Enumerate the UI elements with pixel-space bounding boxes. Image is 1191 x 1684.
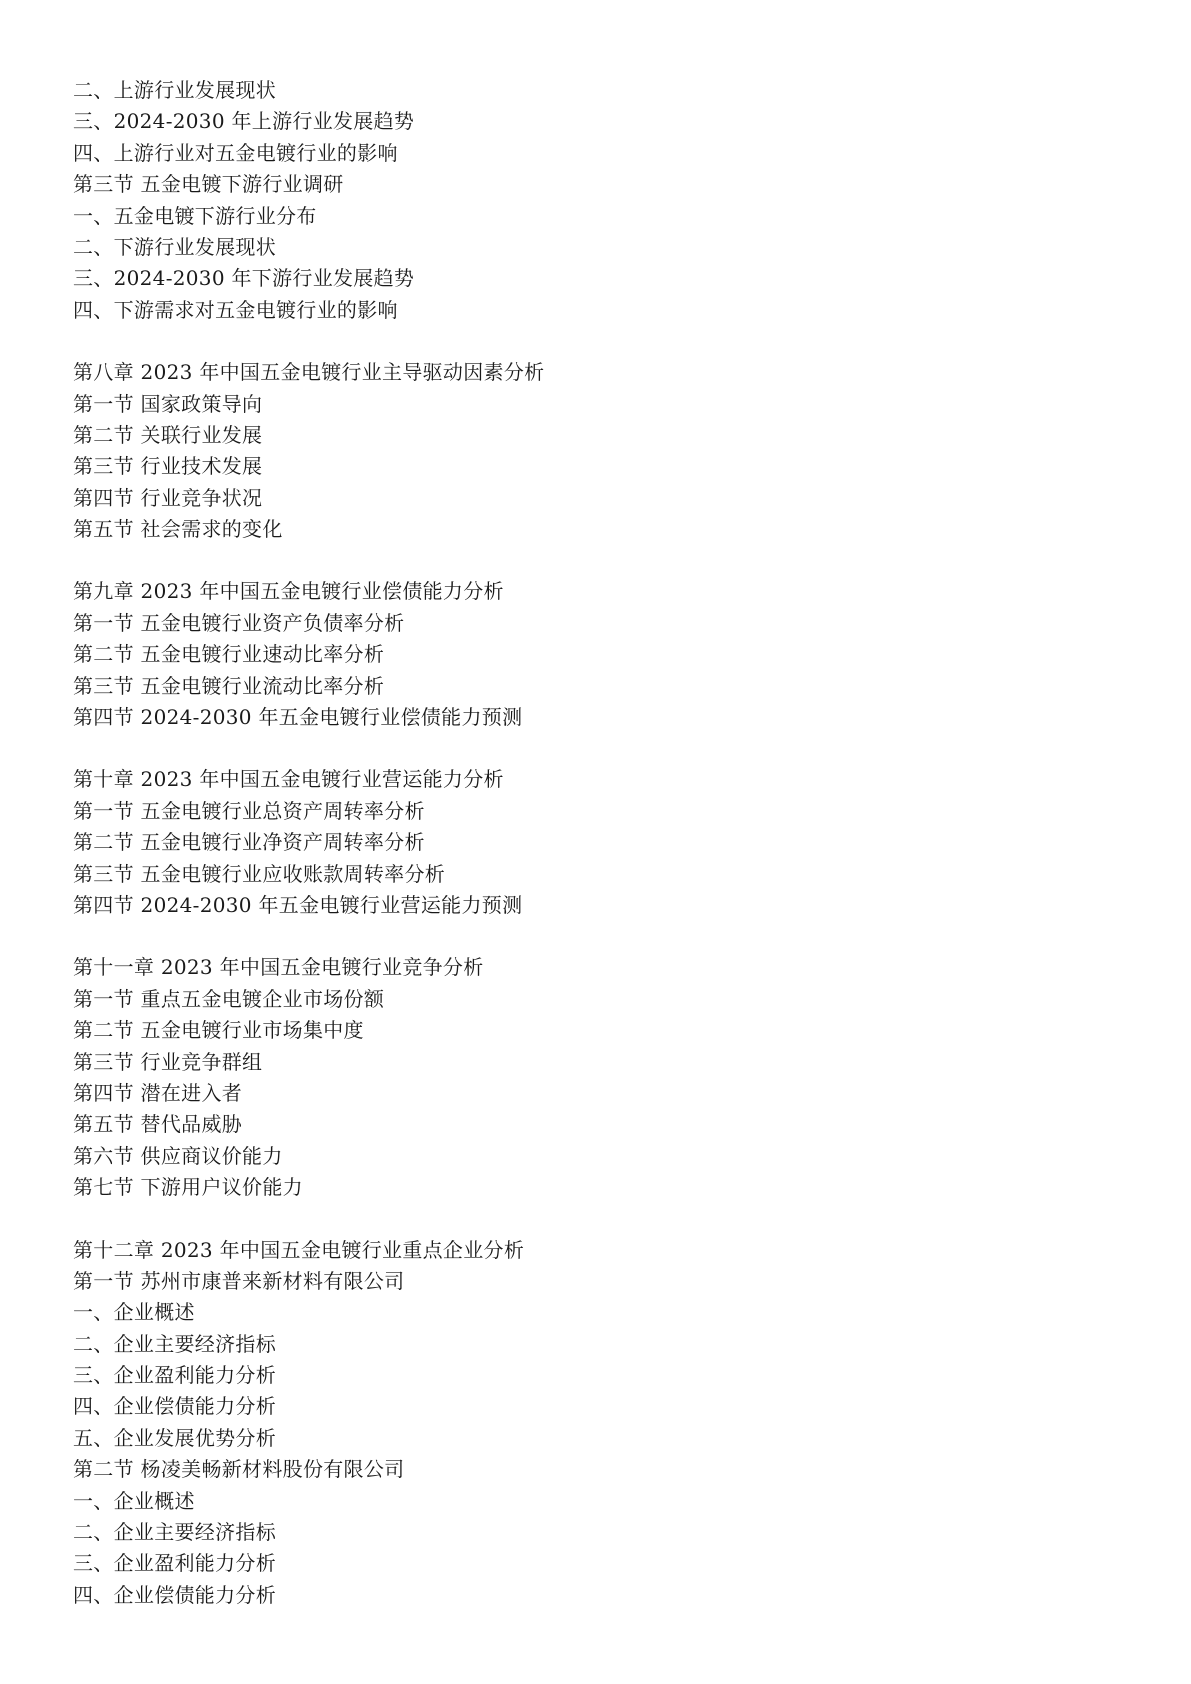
chapter-heading: 第九章 2023 年中国五金电镀行业偿债能力分析: [73, 579, 504, 604]
toc-line: 第四节 潜在进入者: [73, 1080, 243, 1105]
toc-chapter-9: [73, 576, 1113, 733]
toc-chapter-12: [73, 1235, 1113, 1612]
toc-line: 二、企业主要经济指标: [73, 1520, 276, 1545]
toc-line: 第二节 五金电镀行业速动比率分析: [73, 642, 385, 667]
toc-line: 三、企业盈利能力分析: [73, 1551, 276, 1576]
toc-line: 第五节 社会需求的变化: [73, 517, 283, 542]
toc-line: 第三节 五金电镀行业流动比率分析: [73, 673, 385, 698]
toc-line: 四、下游需求对五金电镀行业的影响: [73, 297, 398, 322]
toc-line: 第四节 行业竞争状况: [73, 485, 263, 510]
toc-chapter-11: [73, 952, 1113, 1203]
toc-line: 三、2024-2030 年上游行业发展趋势: [73, 109, 415, 134]
toc-section-upstream-downstream: [73, 75, 1113, 326]
chapter-heading: 第八章 2023 年中国五金电镀行业主导驱动因素分析: [73, 360, 545, 385]
toc-line: 第一节 五金电镀行业总资产周转率分析: [73, 798, 425, 823]
chapter-heading: 第十章 2023 年中国五金电镀行业营运能力分析: [73, 767, 504, 792]
chapter-heading: 第十一章 2023 年中国五金电镀行业竞争分析: [73, 955, 484, 980]
chapter-heading: 第十二章 2023 年中国五金电镀行业重点企业分析: [73, 1237, 525, 1262]
toc-line: 五、企业发展优势分析: [73, 1425, 276, 1450]
toc-line: 四、企业偿债能力分析: [73, 1582, 276, 1607]
toc-line: 第二节 杨凌美畅新材料股份有限公司: [73, 1457, 405, 1482]
toc-line: 三、2024-2030 年下游行业发展趋势: [73, 266, 415, 291]
toc-line: 第二节 关联行业发展: [73, 422, 263, 447]
toc-line: 第五节 替代品威胁: [73, 1112, 243, 1137]
toc-line: 二、企业主要经济指标: [73, 1331, 276, 1356]
toc-line: 第三节 行业技术发展: [73, 454, 263, 479]
toc-line: 第四节 2024-2030 年五金电镀行业偿债能力预测: [73, 705, 523, 730]
toc-line: 第三节 行业竞争群组: [73, 1049, 263, 1074]
toc-line: 一、五金电镀下游行业分布: [73, 203, 317, 228]
toc-line: 第三节 五金电镀行业应收账款周转率分析: [73, 861, 446, 886]
toc-line: 二、下游行业发展现状: [73, 234, 276, 259]
toc-chapter-8: [73, 357, 1113, 545]
toc-line: 第七节 下游用户议价能力: [73, 1175, 303, 1200]
toc-line: 一、企业概述: [73, 1488, 195, 1513]
toc-line: 二、上游行业发展现状: [73, 78, 276, 102]
toc-line: 一、企业概述: [73, 1300, 195, 1325]
toc-line: 四、企业偿债能力分析: [73, 1394, 276, 1419]
toc-line: 第四节 2024-2030 年五金电镀行业营运能力预测: [73, 892, 523, 917]
toc-line: 第一节 国家政策导向: [73, 391, 263, 416]
toc-line: 第三节 五金电镀下游行业调研: [73, 172, 344, 197]
toc-line: 第一节 五金电镀行业资产负债率分析: [73, 610, 405, 635]
toc-line: 第一节 重点五金电镀企业市场份额: [73, 986, 385, 1011]
toc-line: 第六节 供应商议价能力: [73, 1143, 283, 1168]
toc-line: 第二节 五金电镀行业净资产周转率分析: [73, 830, 425, 855]
document-page: [73, 75, 1113, 1642]
toc-line: 第二节 五金电镀行业市场集中度: [73, 1018, 364, 1043]
toc-line: 第一节 苏州市康普来新材料有限公司: [73, 1268, 405, 1293]
toc-line: 三、企业盈利能力分析: [73, 1363, 276, 1388]
toc-chapter-10: [73, 764, 1113, 921]
toc-line: 四、上游行业对五金电镀行业的影响: [73, 140, 398, 165]
